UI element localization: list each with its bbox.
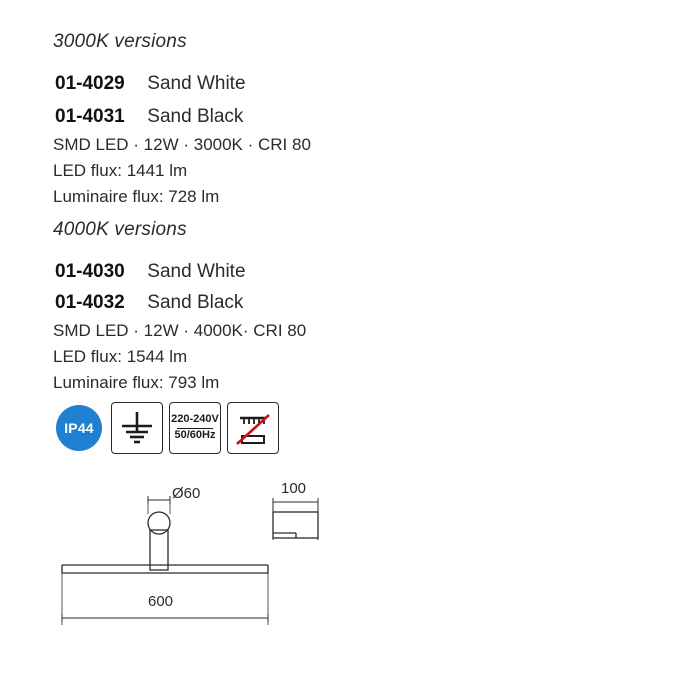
- spec-led-source-3000k: SMD LED · 12W · 3000K · CRI 80: [53, 135, 311, 154]
- product-finish: Sand White: [147, 73, 246, 94]
- product-code: 01-4032: [55, 292, 125, 313]
- product-code: 01-4029: [55, 73, 125, 94]
- no-cover-symbol-svg: [228, 403, 278, 453]
- no-cover-prohibited-icon: [227, 402, 279, 454]
- product-code: 01-4030: [55, 261, 125, 282]
- technical-drawing: [0, 470, 700, 650]
- ip44-label: IP44: [56, 405, 102, 451]
- dimension-diameter-label: Ø60: [172, 485, 201, 502]
- section-title-4000k: 4000K versions: [53, 219, 187, 240]
- product-row-01-4029: [55, 73, 246, 95]
- spec-led-source-4000k: SMD LED · 12W · 4000K· CRI 80: [53, 321, 307, 340]
- product-row-01-4031: [55, 106, 243, 128]
- product-finish: Sand Black: [147, 292, 244, 313]
- frequency-value: 50/60Hz: [174, 429, 216, 441]
- product-finish: Sand Black: [147, 106, 244, 127]
- spec-luminaire-flux-4000k: Luminaire flux: 793 lm: [53, 373, 220, 392]
- section-title-3000k: 3000K versions: [53, 31, 187, 52]
- product-code: 01-4031: [55, 106, 125, 127]
- product-row-01-4032: [55, 292, 243, 314]
- voltage-icon: [169, 402, 221, 454]
- product-finish: Sand White: [147, 261, 246, 282]
- earth-symbol-svg: [112, 403, 162, 453]
- ip44-rating-icon: [53, 402, 105, 454]
- dimension-depth-label: 100: [281, 480, 307, 497]
- spec-led-flux-4000k: LED flux: 1544 lm: [53, 347, 188, 366]
- symbol-row: [53, 402, 279, 454]
- spec-led-flux-3000k: LED flux: 1441 lm: [53, 161, 188, 180]
- product-row-01-4030: [55, 261, 246, 283]
- class-1-earth-icon: [111, 402, 163, 454]
- drawing-svg: [0, 470, 700, 650]
- dimension-length-label: 600: [148, 593, 174, 610]
- voltage-value: 220-240V: [171, 413, 219, 425]
- spec-luminaire-flux-3000k: Luminaire flux: 728 lm: [53, 187, 220, 206]
